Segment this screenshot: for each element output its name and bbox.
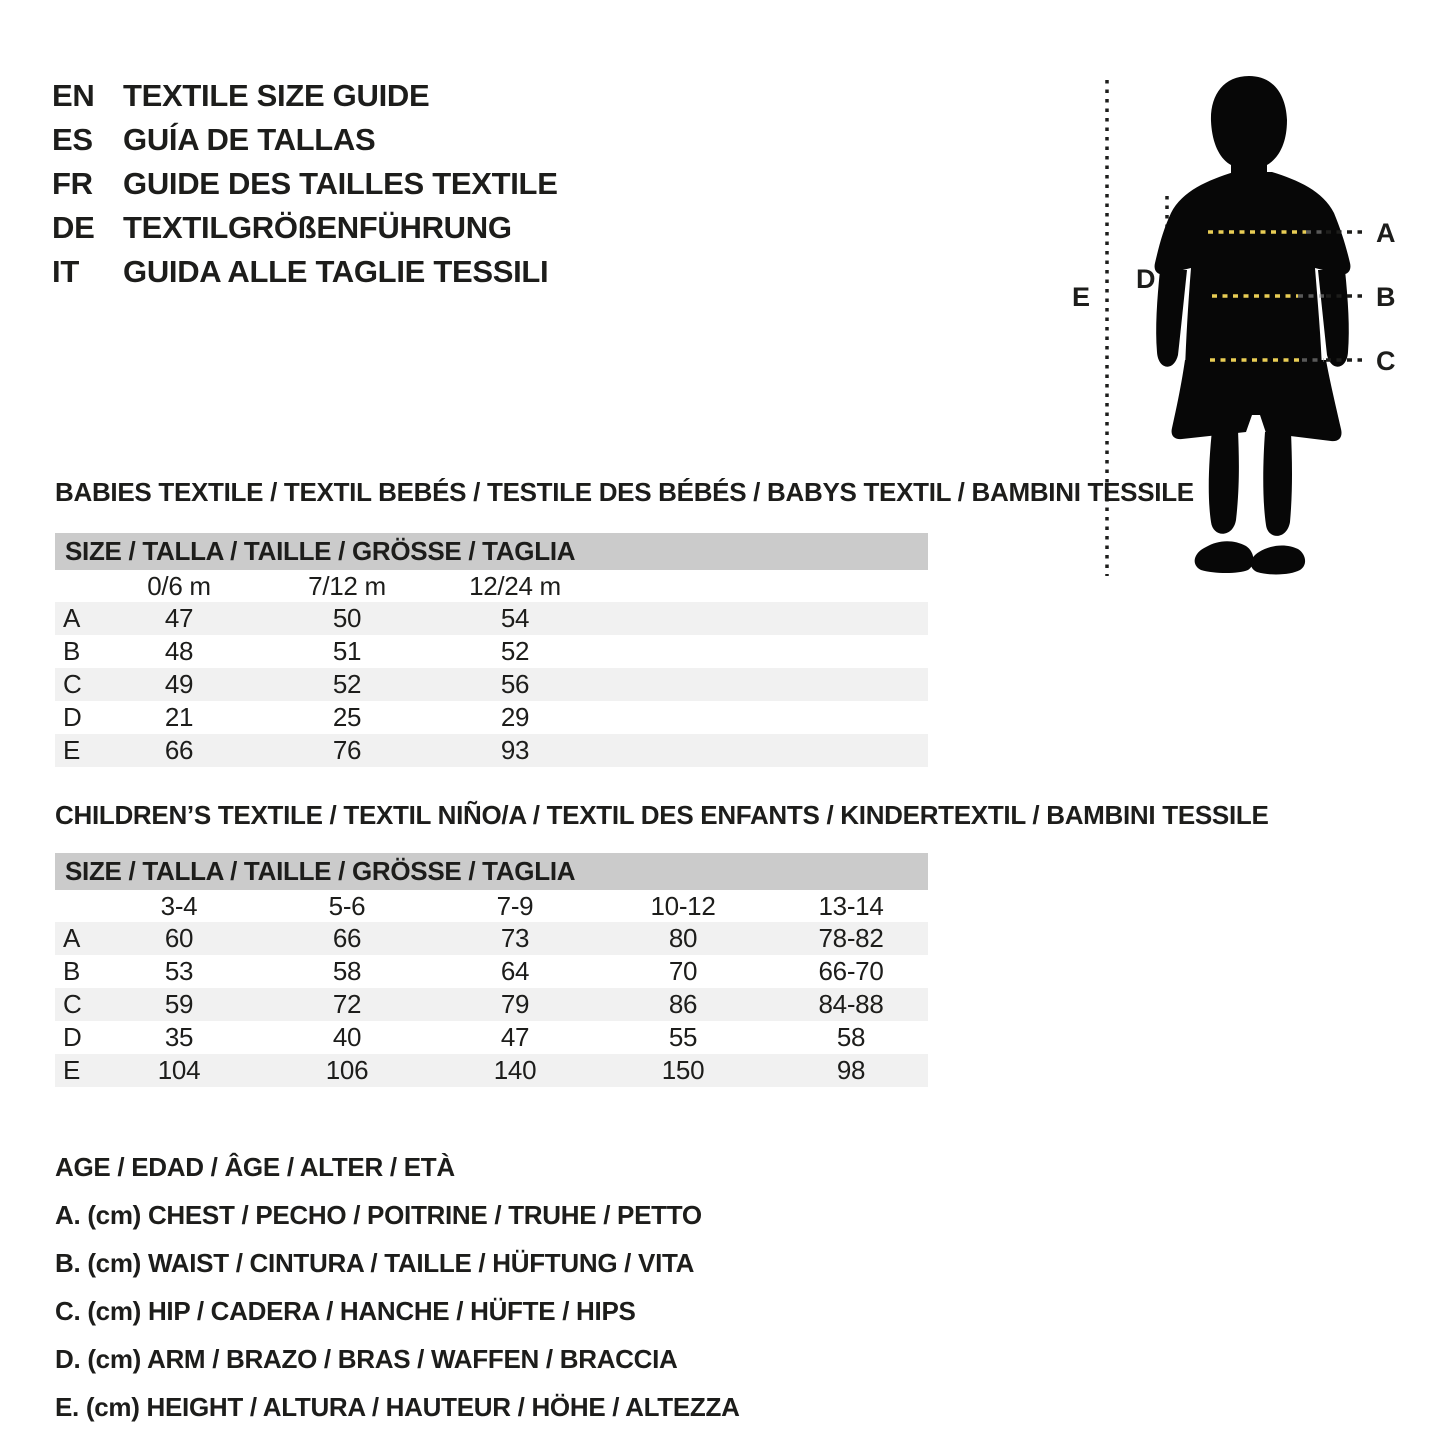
row-label: B [63, 636, 81, 666]
cell: 70 [668, 956, 698, 986]
lang-code: DE [52, 210, 95, 245]
label-arm-d: D [1136, 264, 1156, 294]
language-header [52, 74, 558, 294]
column-header: 12/24 m [469, 570, 561, 601]
row-label: B [63, 956, 81, 986]
right-leg-shape [1263, 432, 1292, 536]
row-label: E [63, 1055, 81, 1085]
shorts-shape [1172, 360, 1342, 441]
cell: 50 [332, 603, 362, 633]
cell: 21 [164, 702, 194, 732]
cell: 150 [661, 1055, 705, 1085]
lang-code: IT [52, 254, 79, 289]
lang-row-it [52, 250, 558, 294]
table-row [55, 734, 928, 767]
right-shoe-shape [1251, 545, 1305, 574]
right-arm-shape [1318, 270, 1349, 367]
children-size-header-bar: SIZE / TALLA / TAILLE / GRÖSSE / TAGLIA [55, 853, 928, 890]
cell: 78-82 [818, 923, 884, 953]
legend-waist: B. (cm) WAIST / CINTURA / TAILLE / HÜFTUNG / VITA [55, 1247, 695, 1278]
lang-row-en [52, 74, 558, 118]
legend-height: E. (cm) HEIGHT / ALTURA / HAUTEUR / HÖHE / ALTEZZA [55, 1391, 740, 1422]
guide-title-de: TEXTILGRÖßENFÜHRUNG [123, 210, 512, 245]
measurement-figure [1060, 60, 1445, 600]
cell: 48 [164, 636, 194, 666]
children-column-header-row [55, 890, 928, 922]
column-header: 7/12 m [308, 570, 386, 601]
cell: 52 [500, 636, 530, 666]
table-row [55, 635, 928, 668]
lang-code: EN [52, 78, 95, 113]
column-header: 5-6 [328, 890, 366, 921]
cell: 58 [836, 1022, 866, 1052]
cell: 25 [332, 702, 362, 732]
lang-row-fr [52, 162, 558, 206]
children-table [55, 853, 928, 1087]
legend-chest: A. (cm) CHEST / PECHO / POITRINE / TRUHE / PETTO [55, 1199, 702, 1230]
label-waist-b: B [1376, 282, 1396, 312]
cell: 73 [500, 923, 530, 953]
lang-code: FR [52, 166, 93, 201]
column-header: 0/6 m [147, 570, 211, 601]
table-row [55, 988, 928, 1021]
cell: 55 [668, 1022, 698, 1052]
row-label: A [63, 923, 81, 953]
cell: 79 [500, 989, 530, 1019]
lang-code: ES [52, 122, 93, 157]
cell: 47 [164, 603, 194, 633]
lang-row-es [52, 118, 558, 162]
babies-size-header-bar: SIZE / TALLA / TAILLE / GRÖSSE / TAGLIA [55, 533, 928, 570]
row-label: C [63, 989, 82, 1019]
cell: 56 [500, 669, 530, 699]
left-shoe-shape [1195, 541, 1254, 573]
cell: 84-88 [818, 989, 884, 1019]
babies-table [55, 533, 928, 767]
cell: 58 [332, 956, 362, 986]
children-section-title: CHILDREN’S TEXTILE / TEXTIL NIÑO/A / TEXTIL DES ENFANTS / KINDERTEXTIL / BAMBINI TESSILE [55, 800, 1269, 830]
row-label: D [63, 702, 82, 732]
cell: 98 [836, 1055, 866, 1085]
row-label: D [63, 1022, 82, 1052]
column-header: 3-4 [160, 890, 198, 921]
cell: 104 [157, 1055, 201, 1085]
cell: 66 [164, 735, 194, 765]
cell: 72 [332, 989, 362, 1019]
cell: 52 [332, 669, 362, 699]
cell: 86 [668, 989, 698, 1019]
legend-age: AGE / EDAD / ÂGE / ALTER / ETÀ [55, 1151, 455, 1182]
babies-section-title: BABIES TEXTILE / TEXTIL BEBÉS / TESTILE DES BÉBÉS / BABYS TEXTIL / BAMBINI TESSILE [55, 477, 1194, 507]
cell: 49 [164, 669, 194, 699]
guide-title-en: TEXTILE SIZE GUIDE [123, 78, 430, 113]
cell: 35 [164, 1022, 194, 1052]
label-height-e: E [1072, 282, 1091, 312]
cell: 47 [500, 1022, 530, 1052]
cell: 54 [500, 603, 530, 633]
column-header: 10-12 [650, 890, 716, 921]
child-silhouette-diagram [1060, 60, 1445, 600]
table-row [55, 1021, 928, 1054]
table-row [55, 668, 928, 701]
cell: 66-70 [818, 956, 884, 986]
guide-title-it: GUIDA ALLE TAGLIE TESSILI [123, 254, 549, 289]
measurement-legend [55, 1143, 740, 1431]
cell: 93 [500, 735, 530, 765]
cell: 40 [332, 1022, 362, 1052]
cell: 64 [500, 956, 530, 986]
left-arm-shape [1156, 270, 1187, 367]
legend-hip: C. (cm) HIP / CADERA / HANCHE / HÜFTE / HIPS [55, 1295, 636, 1326]
cell: 106 [325, 1055, 369, 1085]
lang-row-de [52, 206, 558, 250]
table-row [55, 922, 928, 955]
row-label: E [63, 735, 81, 765]
cell: 51 [332, 636, 362, 666]
cell: 80 [668, 923, 698, 953]
babies-column-header-row [55, 570, 928, 602]
table-row [55, 602, 928, 635]
cell: 60 [164, 923, 194, 953]
legend-arm: D. (cm) ARM / BRAZO / BRAS / WAFFEN / BRACCIA [55, 1343, 678, 1374]
label-hip-c: C [1376, 346, 1396, 376]
cell: 53 [164, 956, 194, 986]
cell: 140 [493, 1055, 537, 1085]
table-row [55, 955, 928, 988]
row-label: C [63, 669, 82, 699]
head-shape [1211, 76, 1287, 180]
column-header: 13-14 [818, 890, 884, 921]
column-header: 7-9 [496, 890, 534, 921]
row-label: A [63, 603, 81, 633]
guide-title-es: GUÍA DE TALLAS [123, 122, 376, 157]
guide-title-fr: GUIDE DES TAILLES TEXTILE [123, 166, 558, 201]
cell: 76 [332, 735, 362, 765]
cell: 59 [164, 989, 194, 1019]
cell: 66 [332, 923, 362, 953]
cell: 29 [500, 702, 530, 732]
label-chest-a: A [1376, 218, 1396, 248]
table-row [55, 1054, 928, 1087]
table-row [55, 701, 928, 734]
